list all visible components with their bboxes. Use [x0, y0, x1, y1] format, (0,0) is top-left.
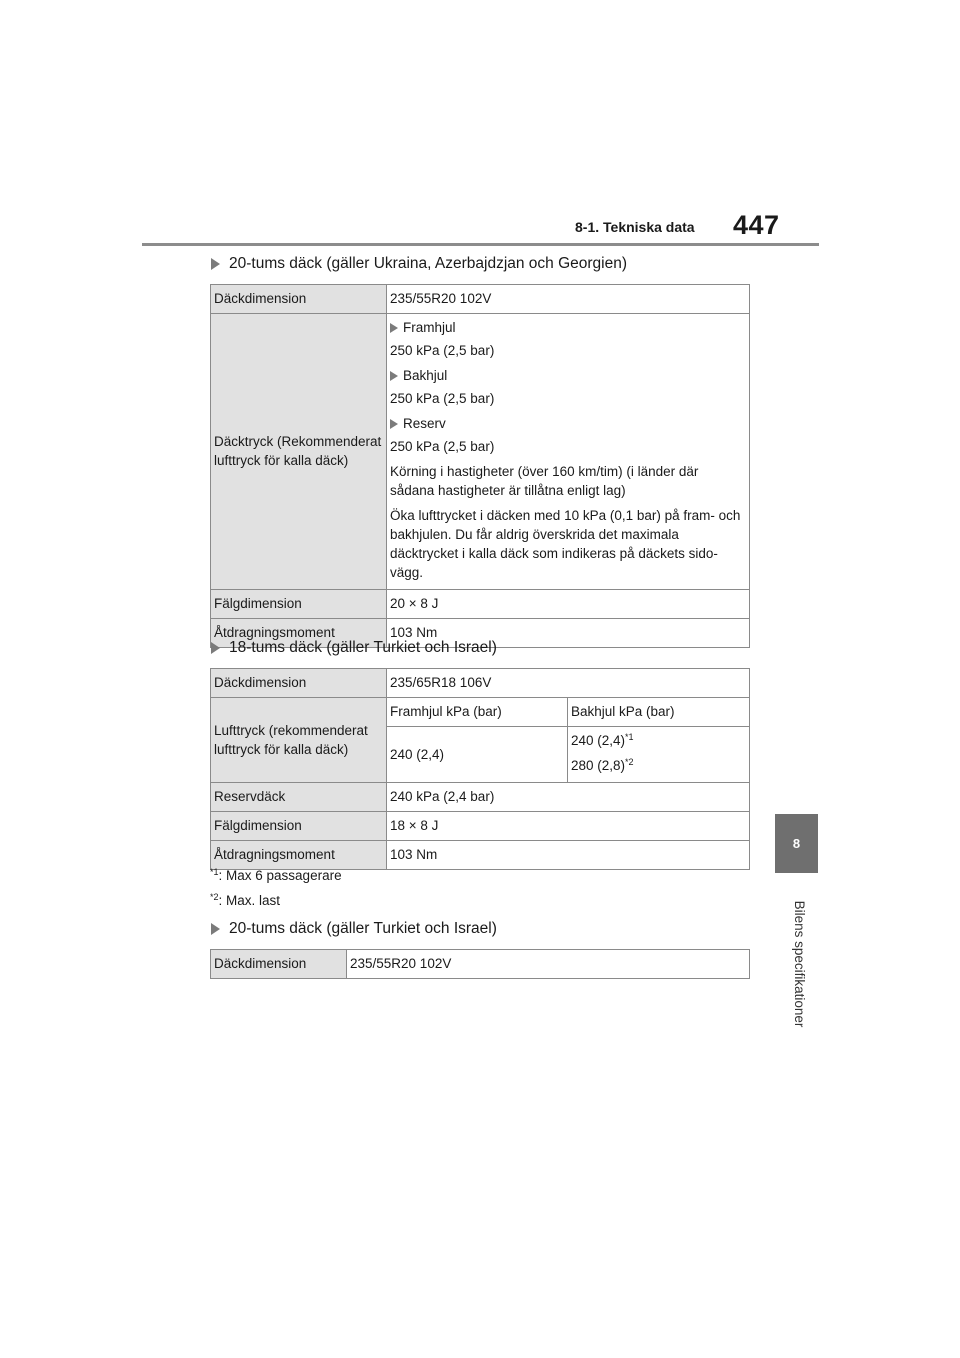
rim-label: Fälgdimension [211, 812, 387, 841]
section2-heading [211, 639, 497, 657]
dim-value: 235/55R20 102V [387, 285, 750, 314]
footnote-text: : Max. last [218, 893, 281, 908]
front-value: 240 (2,4) [387, 727, 568, 783]
section1-heading-text: 20-tums däck (gäller Ukraina, Azerbajdzjan och Georgien) [229, 255, 628, 272]
rear-value-1 [571, 731, 745, 750]
front-header: Framhjul kPa (bar) [387, 698, 568, 727]
pressure-label: Däcktryck (Rekommenderat lufttryck för kalla däck) [211, 314, 387, 590]
table-row [211, 950, 750, 979]
front-subheading [390, 318, 745, 337]
triangle-bullet-icon [390, 323, 398, 333]
highspeed-note: Körning i hastigheter (över 160 km/tim) (i länder där sådana hastigheter är tillåtna enligt lag) [390, 464, 699, 498]
table-row [211, 314, 750, 590]
front-value: 250 kPa (2,5 bar) [390, 343, 495, 358]
pressure-cell [387, 314, 750, 590]
triangle-bullet-icon [390, 419, 398, 429]
rear-values [568, 727, 750, 783]
table-row [211, 812, 750, 841]
rim-label: Fälgdimension [211, 590, 387, 619]
torque-value: 103 Nm [387, 841, 750, 870]
triangle-bullet-icon [211, 258, 220, 270]
footnote-mark: *2 [210, 892, 219, 902]
pressure-label: Lufttryck (rekommenderat lufttryck för kalla däck) [211, 698, 387, 783]
spare-subheading [390, 414, 745, 433]
section2-table [210, 668, 750, 870]
page-number: 447 [733, 210, 780, 240]
section3-heading-text: 20-tums däck (gäller Turkiet och Israel) [229, 920, 497, 937]
section1-table [210, 284, 750, 648]
spare-value: 240 kPa (2,4 bar) [387, 783, 750, 812]
dim-label: Däckdimension [211, 950, 347, 979]
section1-heading [211, 255, 627, 273]
triangle-bullet-icon [211, 642, 220, 654]
dim-value: 235/65R18 106V [387, 669, 750, 698]
chapter-number: 8 [792, 836, 801, 851]
rear-value: 250 kPa (2,5 bar) [390, 391, 495, 406]
chapter-title: Bilens specifikationer [792, 900, 807, 1028]
chapter-tab [775, 814, 818, 873]
section3-table [210, 949, 750, 979]
section2-heading-text: 18-tums däck (gäller Turkiet och Israel) [229, 639, 497, 656]
section-title: 8-1. Tekniska data [575, 219, 695, 235]
spare-label: Reserv [403, 416, 446, 431]
footnote-ref: *2 [625, 757, 634, 767]
rear-value-2-text: 280 (2,8) [571, 758, 626, 773]
table-row [211, 698, 750, 727]
table-row [211, 841, 750, 870]
table-row [211, 669, 750, 698]
footnote [210, 893, 280, 908]
table-row [211, 590, 750, 619]
footnote-ref: *1 [625, 732, 634, 742]
increase-note: Öka lufttrycket i däcken med 10 kPa (0,1 bar) på fram- och bakhjulen. Du får aldrig överskrida det maximala däcktrycket i kalla däck som indikeras på däckets sido-vägg. [390, 508, 741, 580]
triangle-bullet-icon [211, 923, 220, 935]
rear-value-1-text: 240 (2,4) [571, 733, 626, 748]
rear-header: Bakhjul kPa (bar) [568, 698, 750, 727]
table-row [211, 783, 750, 812]
spare-value: 250 kPa (2,5 bar) [390, 439, 495, 454]
front-label: Framhjul [403, 320, 456, 335]
footnote-text: : Max 6 passagerare [218, 868, 342, 883]
torque-label: Åtdragningsmoment [211, 619, 387, 648]
footnote-mark: *1 [210, 867, 219, 877]
rear-value-2 [571, 756, 745, 775]
table-row [211, 285, 750, 314]
triangle-bullet-icon [390, 371, 398, 381]
spare-label: Reservdäck [211, 783, 387, 812]
footnote [210, 868, 342, 883]
torque-label: Åtdragningsmoment [211, 841, 387, 870]
dim-label: Däckdimension [211, 285, 387, 314]
rim-value: 20 × 8 J [387, 590, 750, 619]
dim-value: 235/55R20 102V [347, 950, 750, 979]
section3-heading [211, 920, 497, 938]
torque-value: 103 Nm [387, 619, 750, 648]
rear-subheading [390, 366, 745, 385]
rear-label: Bakhjul [403, 368, 448, 383]
dim-label: Däckdimension [211, 669, 387, 698]
header-divider [142, 243, 819, 246]
rim-value: 18 × 8 J [387, 812, 750, 841]
